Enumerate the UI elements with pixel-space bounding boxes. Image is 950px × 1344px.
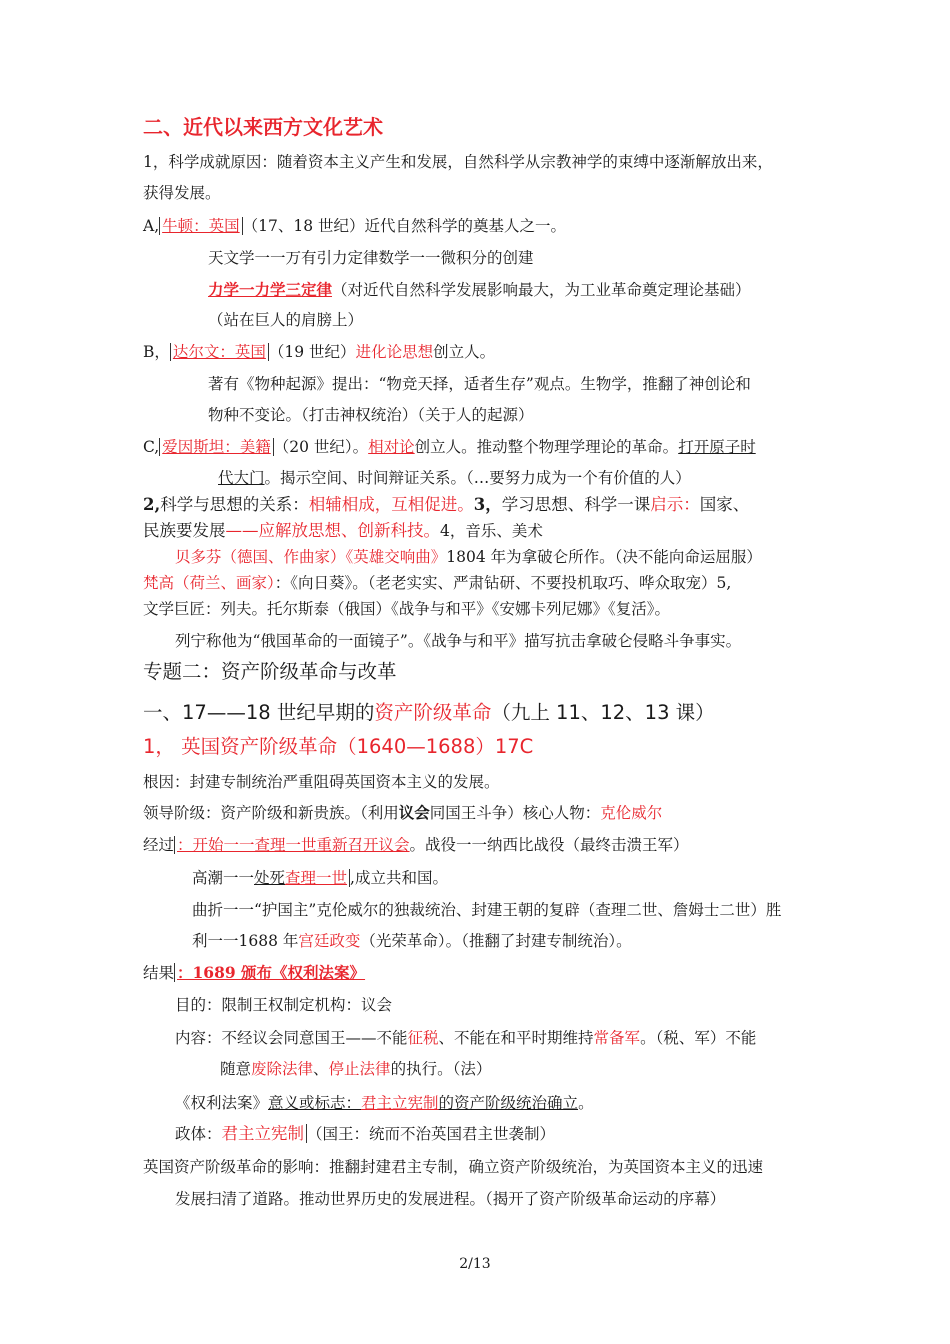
mechanics-term: 力学一力学三定律	[208, 281, 333, 299]
item-prefix: B，	[143, 343, 170, 361]
vangogh-line: 梵高（荷兰、画家）：《向日葵》。（老老实实、严肃钻研、不要投机取巧、哗众取宠）5,	[143, 574, 732, 592]
england-title: 1， 英国资产阶级革命（1640—1688）17C	[143, 735, 534, 758]
root-cause-line: 根因：封建专制统治严重阻碍英国资本主义的发展。	[143, 773, 500, 791]
beethoven-line: 贝多芬（德国、作曲家）《英雄交响曲》1804 年为拿破仑所作。（决不能向命运屈服）	[175, 548, 762, 566]
einstein-line	[143, 437, 756, 457]
paragraph-line: 列宁称他为“俄国革命的一面镜子”。《战争与和平》描写抗击拿破仑侵略斗争事实。	[175, 632, 742, 650]
einstein-line-2	[218, 468, 691, 488]
science-thought-line: 2,科学与思想的关系：相辅相成，互相促进。3，学习思想、科学一课启示：国家、	[143, 495, 750, 514]
paragraph-line: 物种不变论。（打击神权统治）（关于人的起源）	[208, 406, 534, 424]
einstein-theory: 相对论	[368, 438, 415, 456]
darwin-name: 达尔文：英国	[170, 343, 269, 361]
darwin-theory: 进化论思想	[355, 343, 434, 361]
twist-line: 曲折一一“护国主”克伦威尔的独裁统治、封建王朝的复辟（查理二世、詹姆士二世）胜	[192, 901, 782, 919]
impact-line-2: 发展扫清了道路。推动世界历史的发展进程。（揭开了资产阶级革命运动的序幕）	[175, 1190, 726, 1208]
item-prefix: A,	[143, 217, 160, 235]
part-title: 一、17——18 世纪早期的资产阶级革命（九上 11、12、13 课）	[143, 701, 715, 724]
page-number: 2/13	[459, 1256, 491, 1272]
darwin-founder: 创立人。	[433, 343, 496, 361]
impact-line: 英国资产阶级革命的影响：推翻封建君主专制，确立资产阶级统治，为英国资本主义的迅速	[143, 1158, 764, 1176]
einstein-rest: 创立人。推动整个物理学理论的革命。	[414, 438, 679, 456]
einstein-rest-2: 。揭示空间、时间辩证关系。（…要努力成为一个有价值的人）	[264, 469, 691, 487]
science-thought-line-2: 民族要发展——应解放思想、创新科技。4，音乐、美术	[143, 521, 543, 540]
result-line: 结果 ：1689 颁布《权利法案》	[143, 963, 366, 982]
newton-desc: （17、18 世纪）近代自然科学的奠基人之一。	[242, 217, 567, 235]
paragraph-line: 文学巨匠：列夫。托尔斯泰（俄国）《战争与和平》《安娜卡列尼娜》《复活》。	[143, 600, 671, 618]
content-line: 内容：不经议会同意国王——不能征税、不能在和平时期维持常备军。（税、军）不能	[175, 1029, 757, 1047]
significance-line: 《权利法案》意义或标志：君主立宪制的资产阶级统治确立。	[175, 1094, 594, 1112]
paragraph-line: 著有《物种起源》提出：“物竞天择，适者生存”观点。生物学，推翻了神创论和	[208, 375, 751, 393]
content-line-2: 随意废除法律、停止法律的执行。（法）	[220, 1060, 492, 1078]
darwin-line	[143, 342, 495, 362]
newton-line	[143, 216, 566, 236]
paragraph-line: 天文学一一万有引力定律数学一一微积分的创建	[208, 249, 534, 267]
climax-line: 高潮一一处死查理一世 ,成立共和国。	[192, 869, 448, 887]
course-line: 经过 ：开始一一查理一世重新召开议会。战役一一纳西比战役（最终击溃王军）	[143, 836, 689, 854]
paragraph-line: 获得发展。	[143, 184, 221, 202]
einstein-open-2: 代大门	[218, 469, 265, 487]
paragraph-line: （站在巨人的肩膀上）	[208, 311, 364, 329]
section-title: 二、近代以来西方文化艺术	[143, 115, 383, 139]
newton-name: 牛顿：英国	[159, 217, 243, 235]
einstein-open: 打开原子时	[678, 438, 756, 456]
paragraph-line: 1，科学成就原因：随着资本主义产生和发展，自然科学从宗教神学的束缚中逐渐解放出来，	[143, 153, 773, 171]
einstein-name: 爱因斯坦：美籍	[159, 438, 274, 456]
item-prefix: C,	[143, 438, 160, 456]
darwin-century: （19 世纪）	[268, 343, 356, 361]
twist-line-2: 利一一1688 年宫廷政变（光荣革命）。（推翻了封建专制统治）。	[192, 932, 632, 950]
mechanics-note: （对近代自然科学发展影响最大，为工业革命奠定理论基础）	[332, 281, 751, 299]
newton-mechanics-line	[208, 280, 751, 300]
topic-title: 专题二：资产阶级革命与改革	[143, 660, 397, 683]
leader-line: 领导阶级：资产阶级和新贵族。（利用议会同国王斗争）核心人物：克伦威尔	[143, 803, 663, 822]
purpose-line: 目的：限制王权制定机构：议会	[175, 996, 393, 1014]
government-line: 政体：君主立宪制 （国王：统而不治英国君主世袭制）	[175, 1124, 556, 1143]
einstein-century: （20 世纪）。	[273, 438, 369, 456]
